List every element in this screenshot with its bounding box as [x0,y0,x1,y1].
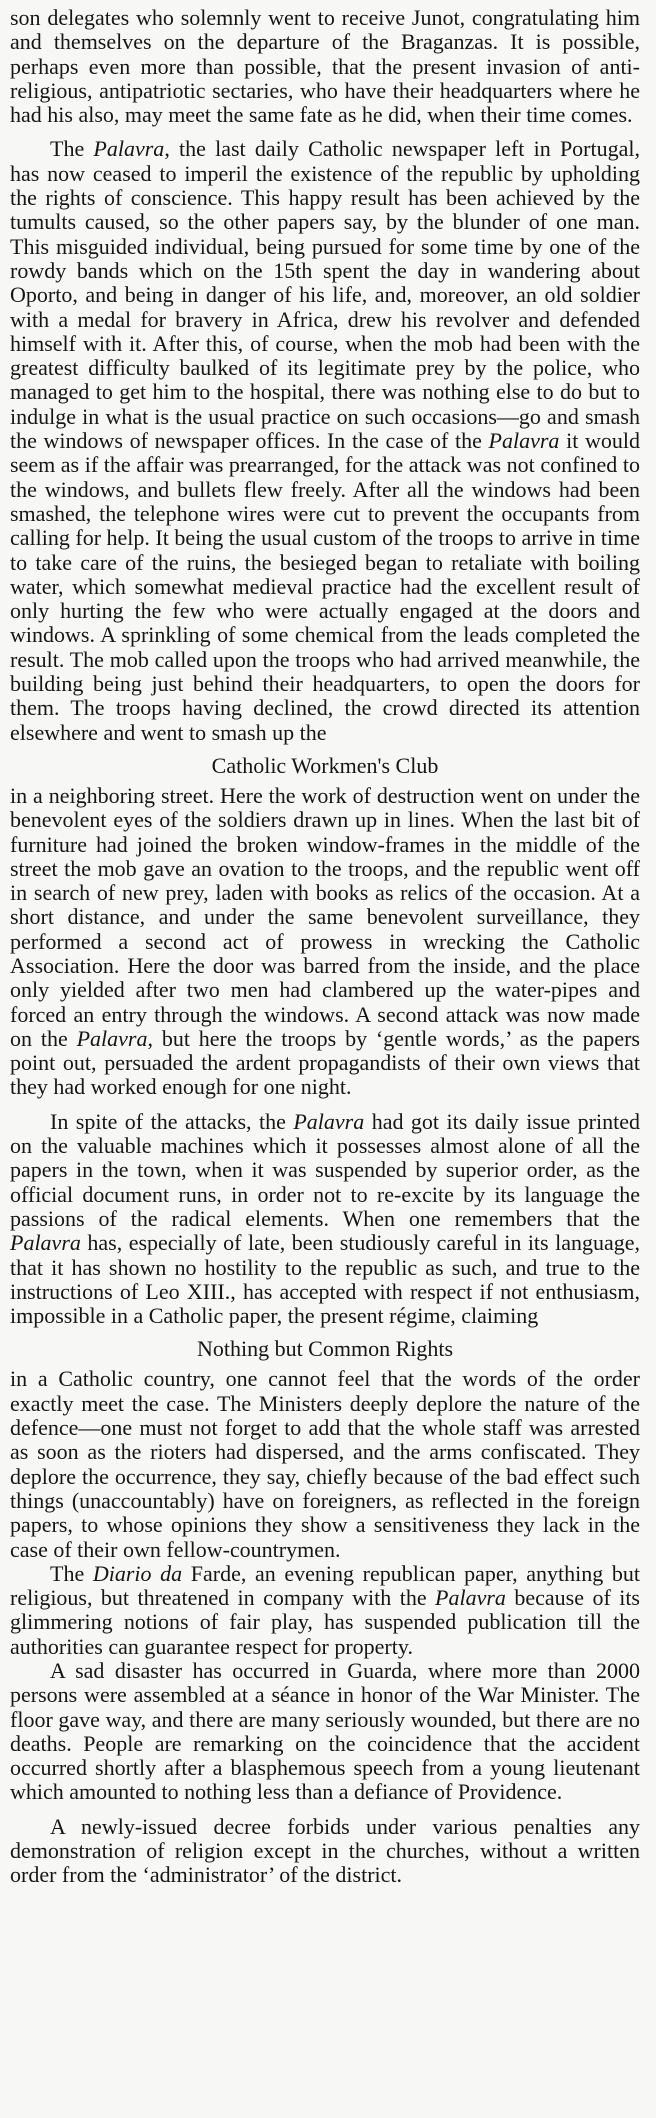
text-run: The [50,136,94,162]
paragraph-decree [10,1815,640,1888]
subheading-common-rights: Nothing but Common Rights [196,1336,454,1362]
newspaper-name: Palavra [76,1025,148,1051]
text-run: had got its daily issue printed on the valuable machines which it possesses almost alone of all the papers in the town, when it was suspended by superior order, as the official document runs, in order not to re-excite by its language the passions of the radical elements. When one remembers that the [10,1108,640,1231]
text-run: has, especially of late, been studiously careful in its language, that it has shown no hostility to the republic as such, and true to the instructions of Leo XIII., has accepted with respect if not enthusiasm, impossible in a Catholic paper, the present régime, claiming [10,1230,640,1329]
paragraph-text: son delegates who solemnly went to receive Junot, congratulating him and themselves on the departure of the Braganzas. It is possible, perhaps even more than possible, that the present invasion of anti-religious, antipatriotic sectaries, who have their headquarters where he had his also, may meet the same fate as he did, when their time comes. [10,5,640,128]
newspaper-name: Palavra [293,1108,365,1134]
paragraph-diario [10,1562,640,1659]
newspaper-name: Palavra [435,1585,506,1611]
text-run: The [50,1560,93,1586]
text-run: A newly-issued decree forbids under various penalties any demonstration of religion except in the churches, without a written order from the ‘administrator’ of the district. [10,1813,640,1888]
paragraph-palavra-ceased [10,137,640,744]
article-column [10,6,640,1888]
text-run: A sad disaster has occurred in Guarda, where more than 2000 persons were assembled at a séance in honor of the War Minister. The floor gave way, and there are many seriously wounded, but there are no deaths. People are remarking on the coincidence that the accident occurred shortly after a blasphemous speech from a young lieutenant which amounted to nothing less than a defiance of Providence. [10,1658,640,1805]
text-run: in a Catholic country, one cannot feel that the words of the order exactly meet the case. The Ministers deeply deplore the nature of the defence—one must not forget to add that the whole staff was arrested as soon as the rioters had dispersed, and the arms confiscated. They deplore the occurrence, they say, chiefly because of the bad effect such things (unaccountably) have on foreigners, as reflected in the foreign papers, to whose opinions they show a sensitiveness they lack in the case of their own fellow-countrymen. [10,1366,640,1562]
newspaper-name: Palavra [488,428,560,454]
paragraph-opening [10,6,640,127]
text-run: it would seem as if the affair was prearranged, for the attack was not confined to the windows, and bullets flew freely. After all the windows had been smashed, the telephone wires were cut to prevent the occupants from calling for help. It being the usual custom of the troops to arrive in time to take care of the ruins, the besieged began to retaliate with boiling water, which somewhat medieval practice had the excellent result of only hurting the few who were actually engaged at the doors and windows. A sprinkling of some chemical from the leads completed the result. The mob called upon the troops who had arrived meanwhile, the building being just behind their headquarters, to open the doors for them. The troops having declined, the crowd directed its attention elsewhere and went to smash up the [10,428,640,745]
paragraph-guarda-disaster [10,1659,640,1805]
paragraph-catholic-country [10,1367,640,1561]
text-run: because of its glimmering notions of fair play, has suspended publication till the authorities can guarantee respect for property. [10,1585,640,1659]
subheading-workmens-club: Catholic Workmen's Club [211,752,439,778]
text-run: , the last daily Catholic newspaper left in Portugal, has now ceased to imperil the existence of the republic by upholding the rights of conscience. This happy result has been achieved by the tumults caused, so the other papers say, by the blunder of one man. This misguided individual, being pursued for some time by one of the rowdy bands which on the 15th spent the day in wandering about Oporto, and being in danger of his life, and, moreover, an old soldier with a medal for bravery in Africa, drew his revolver and defended himself with it. After this, of course, when the mob had been with the greatest difficulty baulked of its legitimate prey by the police, who managed to get him to the hospital, there was nothing else to do but to indulge in what is the usual practice on such occasions—go and smash the windows of newspaper offices. In the case of the [10,136,640,454]
text-run: in a neighboring street. Here the work of destruction went on under the benevolent eyes of the soldiers drawn up in lines. When the last bit of furniture had joined the broken window-frames in the middle of the street the mob gave an ovation to the troops, and the republic went off in search of new prey, laden with books as relics of the occasion. At a short distance, and under the same benevolent surveillance, they performed a second act of prowess in wrecking the Catholic Association. Here the door was barred from the inside, and the place only yielded after two men had clambered up the water-pipes and forced an entry through the windows. A second attack was now made on the [10,782,640,1051]
newspaper-name: Palavra [10,1230,81,1256]
text-run: Farde, an evening republican paper, anything but religious, but threatened in company with the [10,1560,640,1611]
paragraph-in-spite-of-attacks [10,1110,640,1329]
text-run: , but here the troops by ‘gentle words,’ as the papers point out, persuaded the ardent propagandists of their own views that they had worked enough for one night. [10,1025,640,1100]
newspaper-name: Diario da [92,1560,183,1586]
paragraph-neighboring-street [10,784,640,1100]
newspaper-name: Palavra [93,136,165,162]
text-run: In spite of the attacks, the [50,1108,294,1134]
